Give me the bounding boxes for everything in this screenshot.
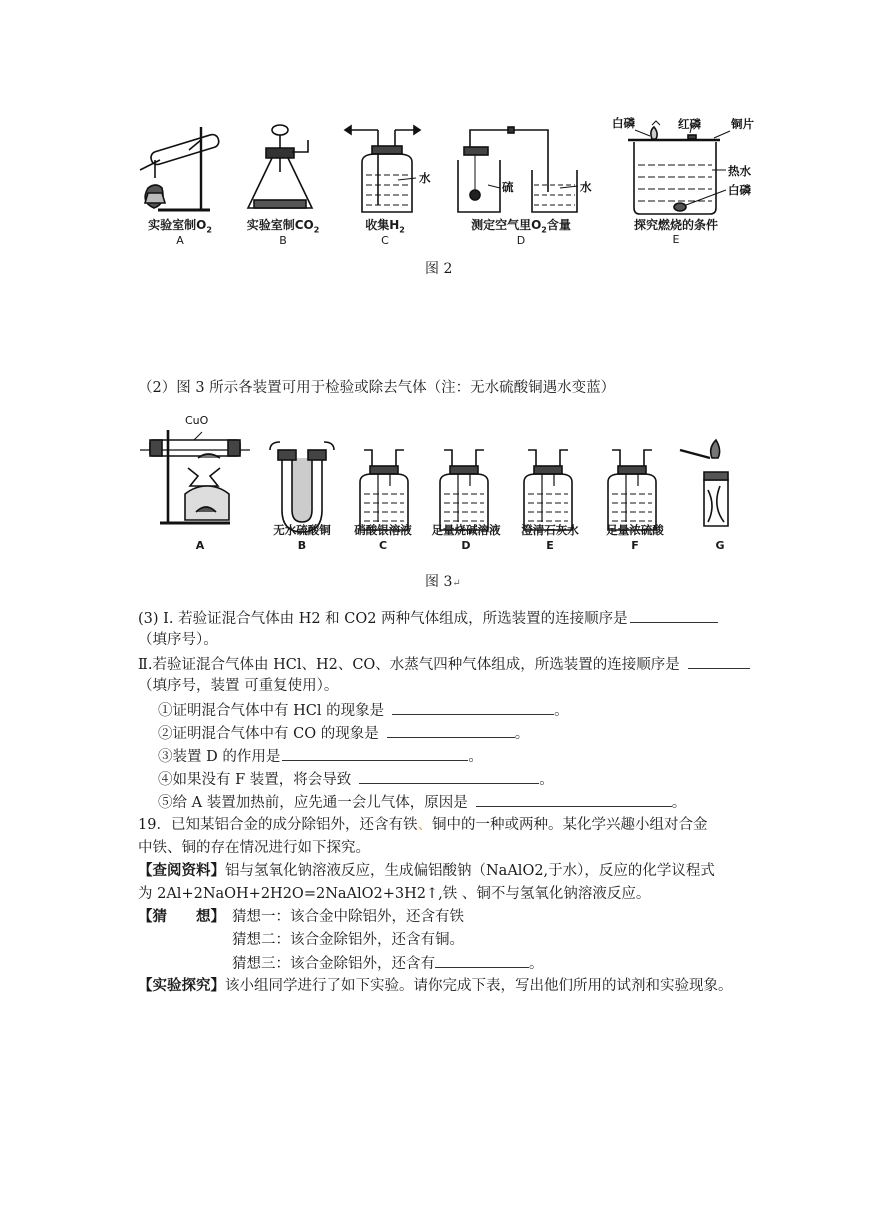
fig3-device-e-letter: E xyxy=(546,539,554,552)
device-a-cuo-tube xyxy=(140,430,250,523)
q19-line-6: 猜想二：该合金除铝外，还含有铜。 xyxy=(232,932,464,948)
e-white-phosphorus-label: 白磷 xyxy=(612,116,635,130)
q3-line-2: Ⅱ.若验证混合气体由 HCl、H2、CO、水蒸气四种气体组成，所选装置的连接顺序是 xyxy=(138,654,750,675)
q3-item-5: ⑤给 A 装置加热前，应先通一会儿气体，原因是 。 xyxy=(158,792,686,813)
q3-item-3-blank[interactable] xyxy=(282,746,468,761)
figure-2-caption: 图 2 xyxy=(425,261,453,277)
q19-line-1: 19．已知某铝合金的成分除铝外，还含有铁、铜中的一种或两种。某化学兴趣小组对合金 xyxy=(138,817,708,833)
cuo-label: CuO xyxy=(185,414,209,427)
device-a-sub: 2 xyxy=(206,225,212,235)
figure-3-caption: 图 3↵ xyxy=(425,574,461,590)
q3-answer-blank-2[interactable] xyxy=(688,654,750,669)
device-b-conical-flask xyxy=(248,125,312,208)
device-c-letter: C xyxy=(381,234,389,248)
device-e-label: 探究燃烧的条件 xyxy=(633,218,718,232)
q3-item-2: ②证明混合气体中有 CO 的现象是 。 xyxy=(158,723,529,744)
device-a-label: 实验室制O xyxy=(148,218,207,232)
fig3-device-a-label xyxy=(175,522,225,537)
q19-line-5: 【猜 想】 猜想一：该合金中除铝外，还含有铁 xyxy=(138,908,464,925)
e-red-phosphorus-label: 红磷 xyxy=(678,117,701,131)
q19-line-2: 中铁、铜的存在情况进行如下探究。 xyxy=(138,840,370,856)
device-a-letter: A xyxy=(176,234,184,248)
fig3-device-f-label: 足量浓硫酸 xyxy=(606,523,664,537)
e-hot-water-label: 热水 xyxy=(728,164,751,178)
device-e-letter: E xyxy=(672,233,680,246)
q3-line-2b: （填序号，装置 可重复使用）。 xyxy=(138,678,339,694)
device-c-wash-bottle xyxy=(360,450,408,530)
e-copper-label: 铜片 xyxy=(731,117,754,131)
q3-item-1-blank[interactable] xyxy=(392,700,554,715)
question-2: （2）图 3 所示各装置可用于检验或除去气体（注：无水硫酸铜遇水变蓝） xyxy=(138,380,616,396)
device-b-u-tube xyxy=(270,442,334,532)
device-d-label: 测定空气里O xyxy=(471,218,542,232)
fig3-device-d-label: 足量烧碱溶液 xyxy=(431,523,501,537)
fig3-device-e-label: 澄清石灰水 xyxy=(521,523,579,537)
device-e-beaker xyxy=(628,121,730,214)
q19-line-8: 【实验探究】该小组同学进行了如下实验。请你完成下表，写出他们所用的试剂和实验现象。 xyxy=(138,977,733,994)
device-a-test-tube-stand xyxy=(140,127,220,210)
fig3-device-f-letter: F xyxy=(631,539,639,552)
q19-line-4: 为 2Al+2NaOH+2H2O=2NaAlO2+3H2↑,铁 、铜不与氢氧化钠溶液反应。 xyxy=(138,886,651,902)
fig3-device-b-label: 无水硫酸铜 xyxy=(273,523,331,537)
device-c-sub: 2 xyxy=(399,225,405,235)
device-b-label: 实验室制CO xyxy=(246,218,314,232)
q3-item-4: ④如果没有 F 装置，将会导致 。 xyxy=(158,769,554,790)
device-g-burner xyxy=(680,440,728,526)
device-d-wash-bottle xyxy=(440,450,488,530)
q3-line-1: (3) Ⅰ. 若验证混合气体由 H2 和 CO2 两种气体组成，所选装置的连接顺序是 xyxy=(138,608,718,629)
q3-item-3: ③装置 D 的作用是 。 xyxy=(158,746,483,767)
q19-line-7: 猜想三：该合金除铝外，还含有 。 xyxy=(232,953,544,974)
q3-line-1b: （填序号）。 xyxy=(138,632,218,648)
q3-item-2-blank[interactable] xyxy=(387,723,515,738)
d-water-label: 水 xyxy=(580,180,592,194)
device-d-suffix: 含量 xyxy=(546,218,571,232)
figure-2 xyxy=(0,0,869,260)
fig3-device-g-letter: G xyxy=(715,539,725,552)
device-d-letter: D xyxy=(516,234,526,248)
device-d-oxygen-measure xyxy=(458,127,578,212)
q3-item-1: ①证明混合气体中有 HCl 的现象是 。 xyxy=(158,700,569,721)
fig3-device-d-letter: D xyxy=(461,539,471,552)
q3-item-5-blank[interactable] xyxy=(476,792,672,807)
device-e-wash-bottle xyxy=(524,450,572,530)
device-f-wash-bottle xyxy=(608,450,656,530)
q19-guess-3-blank[interactable] xyxy=(435,953,529,968)
fig3-device-c-letter: C xyxy=(378,539,388,552)
c-water-label: 水 xyxy=(419,171,431,185)
device-c-label: 收集H xyxy=(365,218,400,232)
fig3-device-c-label: 硝酸银溶液 xyxy=(354,523,412,537)
d-sulfur-label: 硫 xyxy=(502,180,514,194)
fig3-device-a-letter: A xyxy=(195,539,205,552)
q3-item-4-blank[interactable] xyxy=(359,769,539,784)
device-c-gas-bottle xyxy=(345,126,420,212)
q19-line-3: 【查阅资料】铝与氢氧化钠溶液反应，生成偏铝酸钠（NaAlO2,于水），反应的化学议程式 xyxy=(138,862,715,879)
device-d-sub: 2 xyxy=(541,225,547,235)
e-white-phosphorus-2-label: 白磷 xyxy=(728,183,751,197)
device-b-sub: 2 xyxy=(313,225,320,235)
device-b-letter: B xyxy=(279,234,287,248)
fig3-device-g-label xyxy=(700,522,740,537)
fig3-device-b-letter: B xyxy=(297,539,307,552)
q3-answer-blank-1[interactable] xyxy=(630,608,718,623)
